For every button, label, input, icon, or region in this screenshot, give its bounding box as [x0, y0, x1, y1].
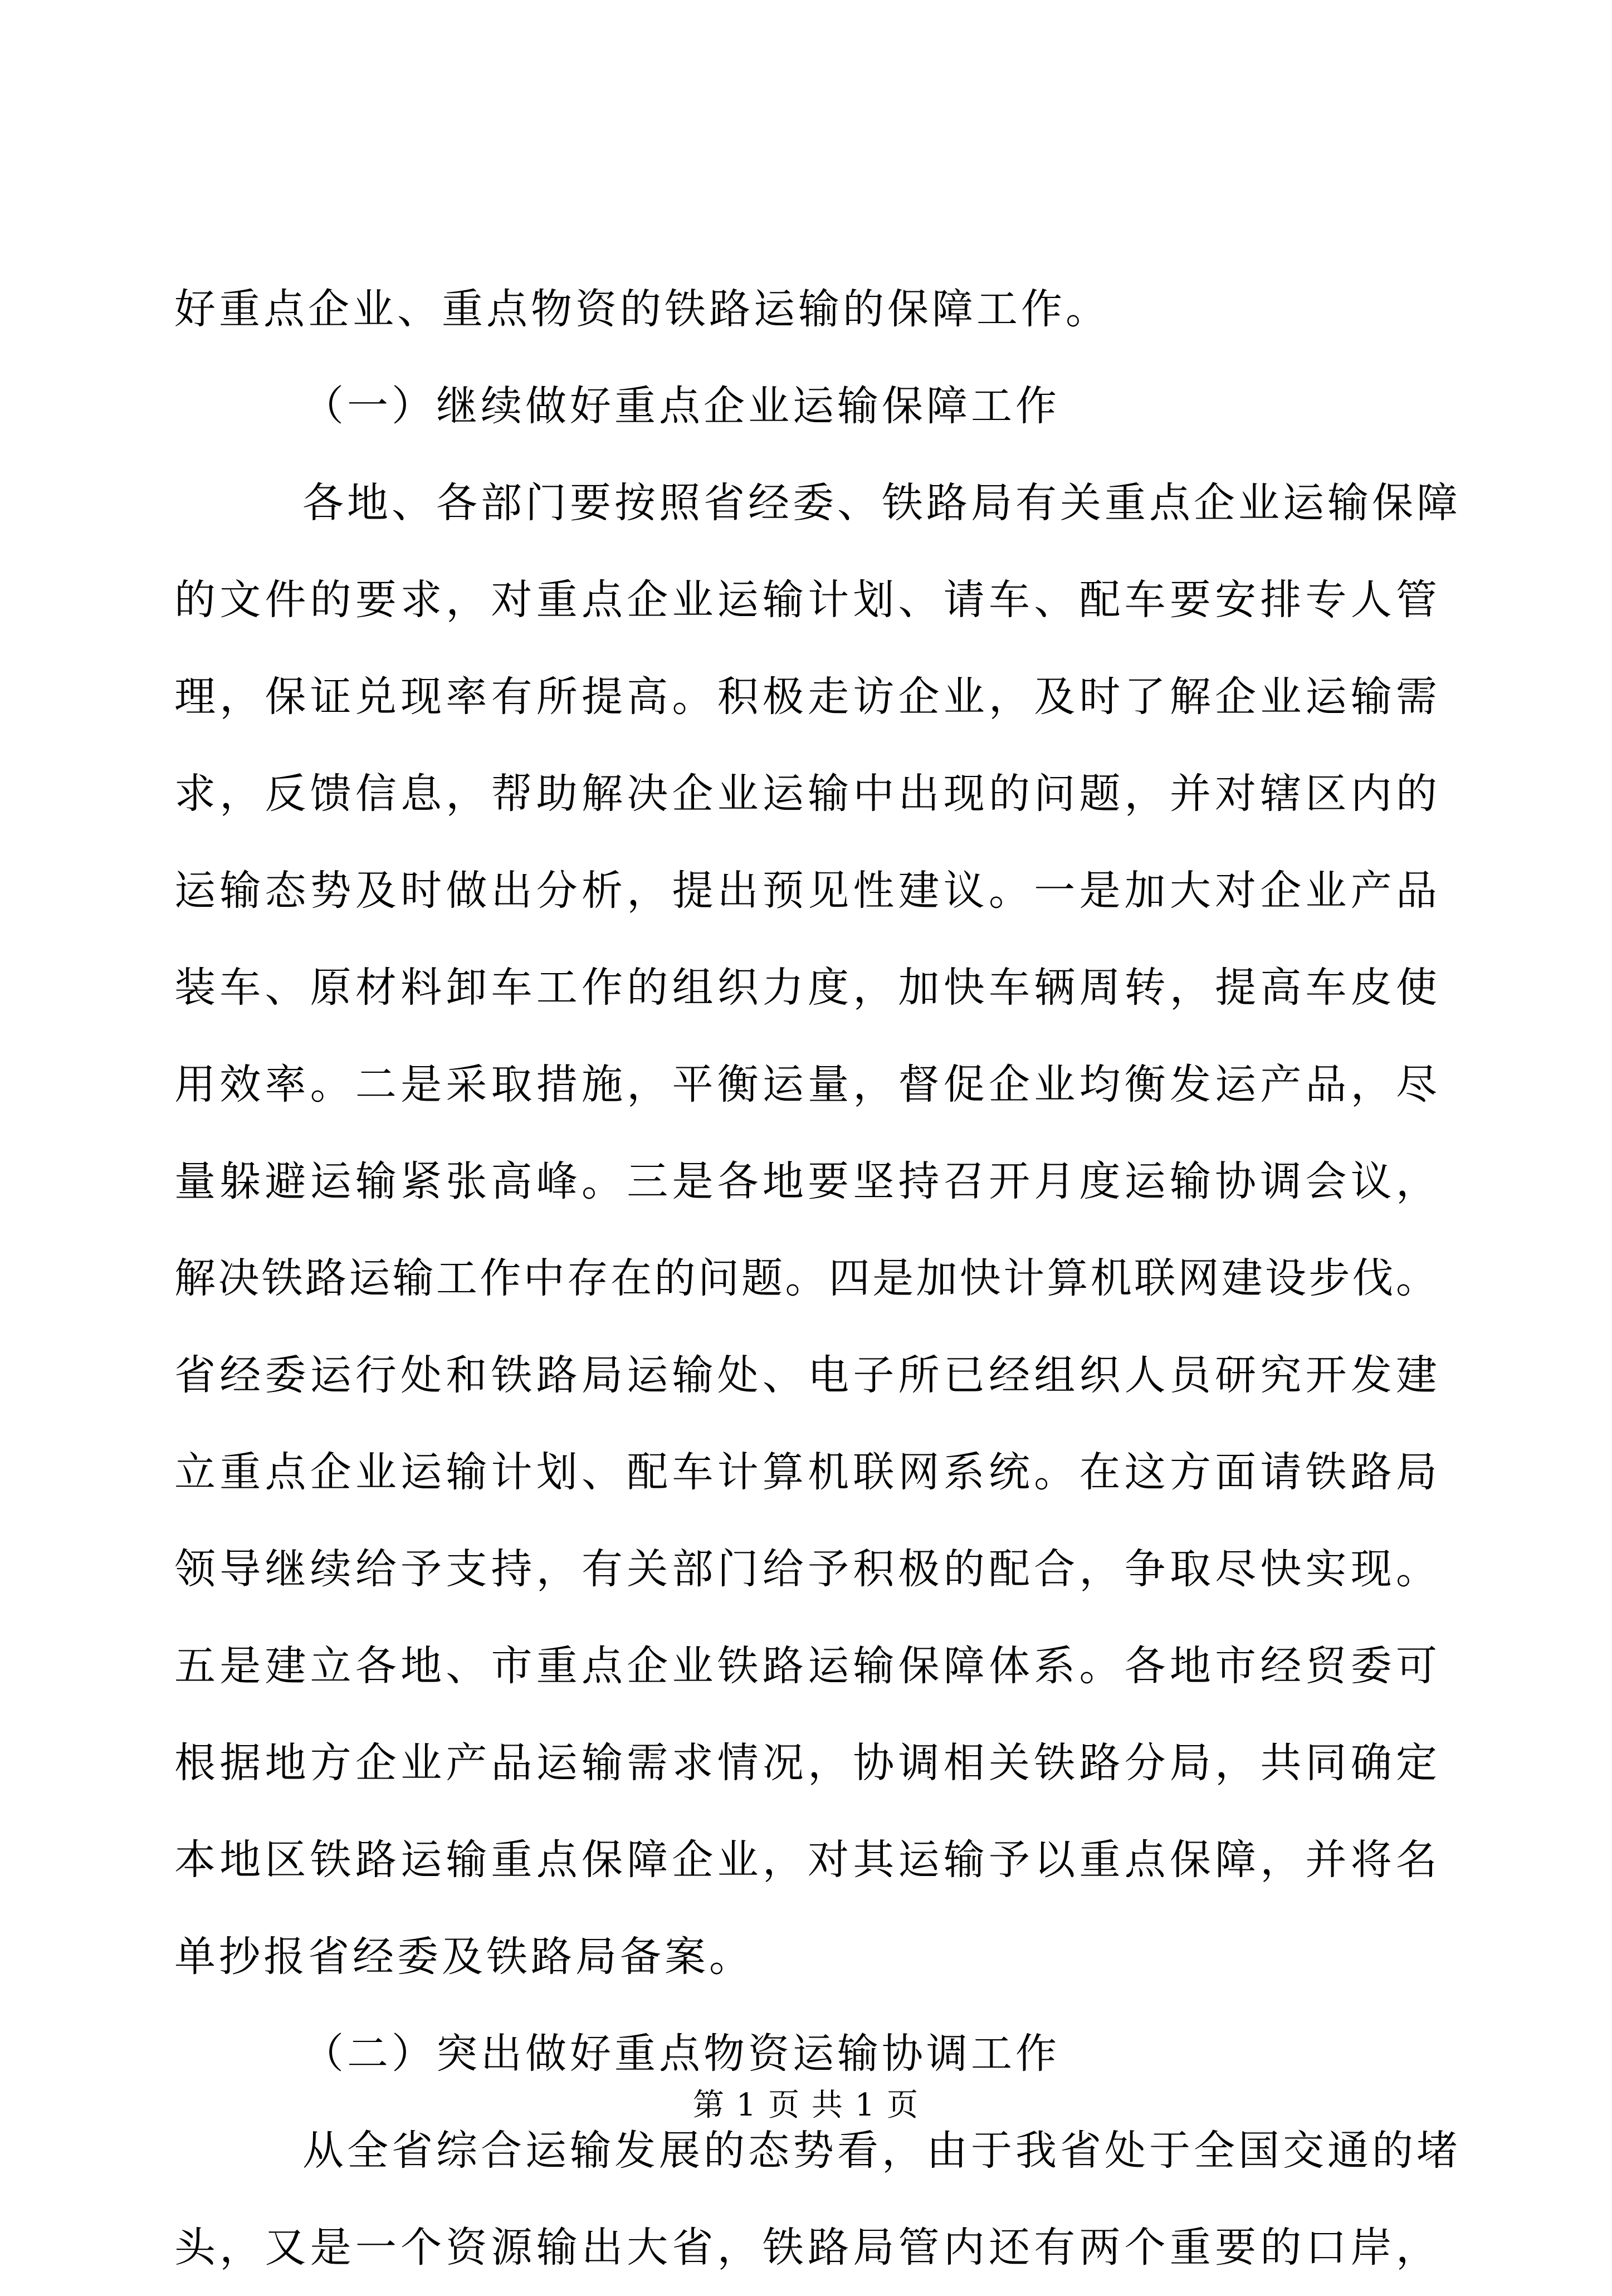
body-text-line: 的文件的要求，对重点企业运输计划、请车、配车要安排专人管 — [174, 576, 1437, 624]
section-heading: （一）继续做好重点企业运输保障工作 — [302, 382, 1060, 430]
body-text-line: 领导继续给予支持，有关部门给予积极的配合，争取尽快实现。 — [174, 1545, 1437, 1593]
paragraph-first-line: 各地、各部门要按照省经委、铁路局有关重点企业运输保障 — [302, 479, 1461, 527]
body-text-line: 装车、原材料卸车工作的组织力度，加快车辆周转，提高车皮使 — [174, 964, 1437, 1012]
body-text-line: 单抄报省经委及铁路局备案。 — [174, 1933, 754, 1981]
body-text-line: 用效率。二是采取措施，平衡运量，督促企业均衡发运产品，尽 — [174, 1061, 1437, 1108]
body-text-line: 立重点企业运输计划、配车计算机联网系统。在这方面请铁路局 — [174, 1448, 1437, 1496]
body-text-line: 五是建立各地、市重点企业铁路运输保障体系。各地市经贸委可 — [174, 1642, 1437, 1690]
body-text-line: 根据地方企业产品运输需求情况，协调相关铁路分局，共同确定 — [174, 1739, 1437, 1787]
body-text-line: 量躲避运输紧张高峰。三是各地要坚持召开月度运输协调会议， — [174, 1157, 1437, 1205]
body-text-line: 运输态势及时做出分析，提出预见性建议。一是加大对企业产品 — [174, 867, 1437, 915]
section-heading: （二）突出做好重点物资运输协调工作 — [302, 2030, 1060, 2078]
body-text-line: 求，反馈信息，帮助解决企业运输中出现的问题，并对辖区内的 — [174, 770, 1437, 818]
page-footer: 第 1 页 共 1 页 — [692, 2087, 920, 2123]
body-text-line: 理，保证兑现率有所提高。积极走访企业，及时了解企业运输需 — [174, 673, 1437, 721]
body-text-line: 解决铁路运输工作中存在的问题。四是加快计算机联网建设步伐。 — [174, 1254, 1437, 1302]
paragraph-first-line: 从全省综合运输发展的态势看，由于我省处于全国交通的堵 — [302, 2127, 1461, 2175]
body-text-line: 省经委运行处和铁路局运输处、电子所已经组织人员研究开发建 — [174, 1351, 1437, 1399]
document-body — [174, 261, 1461, 2296]
body-text-line: 本地区铁路运输重点保障企业，对其运输予以重点保障，并将名 — [174, 1836, 1437, 1884]
body-text-line: 好重点企业、重点物资的铁路运输的保障工作。 — [174, 285, 1110, 333]
body-text-line: 头，又是一个资源输出大省，铁路局管内还有两个重要的口岸， — [174, 2224, 1437, 2271]
